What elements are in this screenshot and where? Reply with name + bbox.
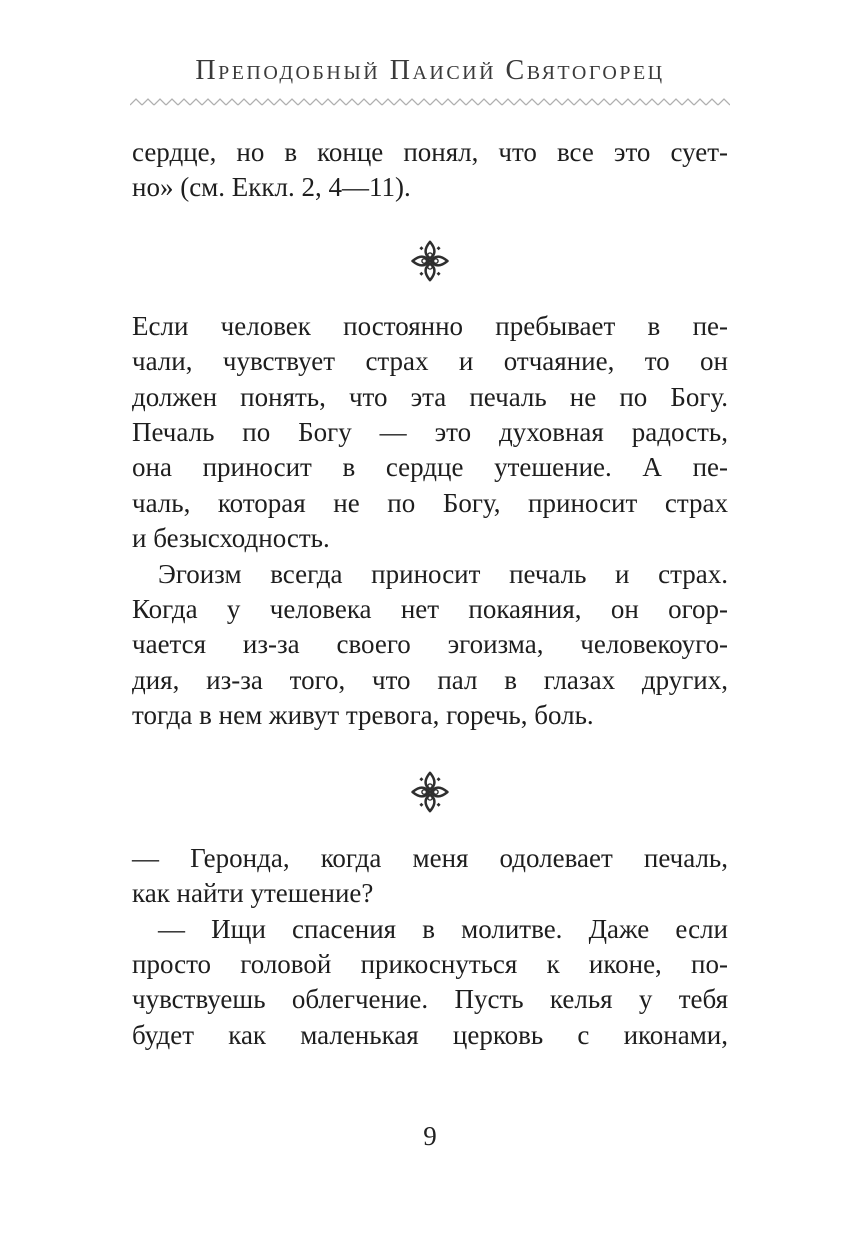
paragraph-continuation: [132, 135, 728, 206]
text-line: как найти утешение?: [132, 878, 374, 909]
running-head-title: Преподобный Паисий Святогорец: [195, 55, 665, 86]
text-line: просто головой прикоснуться к иконе, по-: [132, 948, 728, 979]
text-line: Печаль по Богу — это духовная радость,: [132, 417, 728, 448]
text-line: тогда в нем живут тревога, горечь, боль.: [132, 700, 594, 731]
text-column: [132, 135, 728, 1053]
text-line: она приносит в сердце утешение. А пе-: [132, 452, 728, 483]
paragraph-egoism: [132, 557, 728, 734]
text-line: чается из-за своего эгоизма, человекоуго-: [132, 629, 728, 660]
text-line: чали, чувствует страх и отчаяние, то он: [132, 346, 728, 377]
text-line: будет как маленькая церковь с иконами,: [132, 1019, 728, 1050]
zigzag-divider-icon: [130, 96, 730, 108]
text-line: Когда у человека нет покаяния, он огор-: [132, 594, 728, 625]
text-line: сердце, но в конце понял, что все это сует-: [132, 137, 728, 167]
text-line: — Геронда, когда меня одолевает печаль,: [132, 842, 728, 873]
text-line: и безысходность.: [132, 523, 330, 554]
dialog-answer: [132, 912, 728, 1054]
section-break-ornament-icon: [132, 239, 728, 283]
section-break-ornament-icon: [132, 770, 728, 814]
text-line: чувствуешь облегчение. Пусть келья у тебя: [132, 984, 728, 1015]
text-line: должен понять, что эта печаль не по Богу.: [132, 381, 728, 412]
dialog-question: [132, 841, 728, 912]
text-line: но» (см. Еккл. 2, 4—11).: [132, 172, 411, 203]
page-number: 9: [423, 1121, 437, 1152]
text-line: Если человек постоянно пребывает в пе-: [132, 310, 728, 341]
text-line: дия, из-за того, что пал в глазах других,: [132, 664, 728, 695]
text-line: — Ищи спасения в молитве. Даже если: [158, 913, 728, 944]
paragraph-grief: [132, 309, 728, 557]
text-line: чаль, которая не по Богу, приносит страх: [132, 487, 728, 518]
text-line: Эгоизм всегда приносит печаль и страх.: [158, 558, 728, 589]
